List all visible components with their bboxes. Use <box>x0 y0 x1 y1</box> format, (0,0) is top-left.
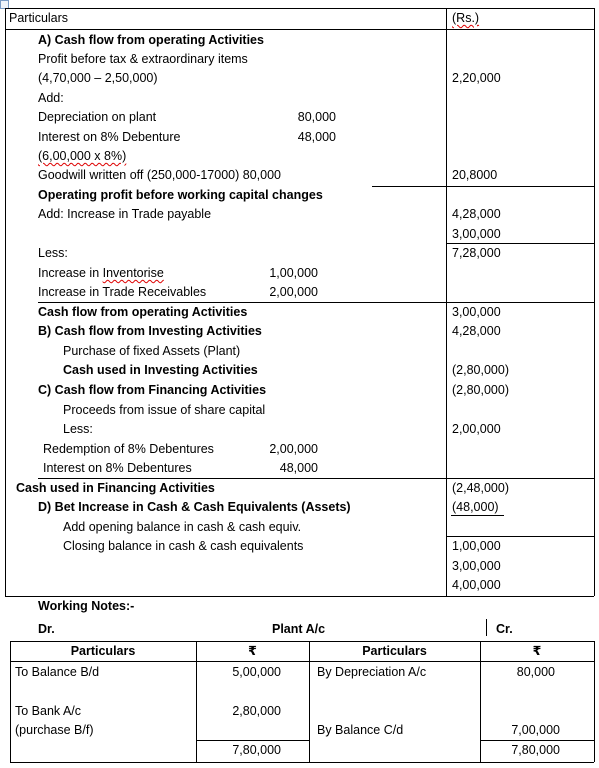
receivables-amount: 2,00,000 <box>269 285 318 299</box>
redemption-label: Redemption of 8% Debentures <box>43 442 214 456</box>
proceeds-amount: 2,00,000 <box>452 422 501 436</box>
debenture-interest-label: Interest on 8% Debentures <box>43 461 192 475</box>
subtotal-amount: 7,28,000 <box>452 246 501 260</box>
investing-net-amount: (2,80,000) <box>452 383 509 397</box>
balance-cd-label: By Balance C/d <box>317 723 404 737</box>
debenture-interest-amount: 48,000 <box>279 461 318 475</box>
working-notes-title: Working Notes:- <box>38 599 135 613</box>
purchase-amount: (2,80,000) <box>452 363 509 377</box>
closing-amount-2: 3,00,000 <box>452 559 501 573</box>
cr-bar <box>486 619 487 636</box>
financing-net-amount: (2,48,000) <box>452 481 509 495</box>
financing-net-label: Cash used in Financing Activities <box>16 481 215 495</box>
goodwill-total: 20,8000 <box>452 168 498 182</box>
section-c-title: C) Cash flow from Financing Activities <box>38 383 267 397</box>
profit-calc: (4,70,000 – 2,50,000) <box>38 71 158 85</box>
balance-cd-amount: 7,00,000 <box>511 723 560 737</box>
inventory-label-word: Inventorise <box>102 266 164 280</box>
redemption-amount: 2,00,000 <box>269 442 318 456</box>
interest-calc: (6,00,000 x 8%) <box>38 149 127 163</box>
balance-bd-label: To Balance B/d <box>15 665 100 679</box>
receivables-label: Increase in Trade Receivables <box>38 285 207 299</box>
depreciation-label: Depreciation on plant <box>38 110 157 124</box>
depreciation-account-label: By Depreciation A/c <box>317 665 427 679</box>
interest-amount: 48,000 <box>297 130 336 144</box>
less-label: Less: <box>38 246 68 260</box>
less-total: 3,00,000 <box>452 305 501 319</box>
total-right: 7,80,000 <box>511 743 560 757</box>
plant-account-title: Plant A/c <box>272 622 326 636</box>
inventory-amount: 1,00,000 <box>269 266 318 280</box>
payable-amount: 3,00,000 <box>452 227 501 241</box>
particulars-header: Particulars <box>9 11 69 25</box>
depreciation-amount: 80,000 <box>297 110 336 124</box>
total-left: 7,80,000 <box>232 743 281 757</box>
section-d-title: D) Bet Increase in Cash & Cash Equivalents (Assets) <box>38 500 351 514</box>
opening-label: Add opening balance in cash & cash equiv. <box>63 520 302 534</box>
depreciation-account-amount: 80,000 <box>516 665 555 679</box>
financing-less-label: Less: <box>63 422 93 436</box>
inventory-label-prefix: Increase in <box>38 266 103 280</box>
section-b-title: B) Cash flow from Investing Activities <box>38 324 262 338</box>
investing-net-label: Cash used in Investing Activities <box>63 363 258 377</box>
op-profit-label: Operating profit before working capital changes <box>38 188 323 202</box>
right-particulars-header: Particulars <box>362 644 427 658</box>
bank-label: To Bank A/c <box>15 704 82 718</box>
cr-label: Cr. <box>496 622 513 636</box>
bank-amount: 2,80,000 <box>232 704 281 718</box>
amount-header: (Rs.) <box>452 11 480 25</box>
section-a-title: A) Cash flow from operating Activities <box>38 33 264 47</box>
dr-label: Dr. <box>38 622 55 636</box>
purchase-label: Purchase of fixed Assets (Plant) <box>63 344 241 358</box>
goodwill-label: Goodwill written off (250,000-17000) 80,000 <box>38 168 281 182</box>
left-currency-header: ₹ <box>248 644 257 658</box>
op-profit-amount: 4,28,000 <box>452 207 501 221</box>
closing-amount-1: 1,00,000 <box>452 539 501 553</box>
left-particulars-header: Particulars <box>70 644 136 658</box>
operating-net-label: Cash flow from operating Activities <box>38 305 248 319</box>
inventory-label <box>38 265 164 281</box>
bank-sub-label: (purchase B/f) <box>15 723 94 737</box>
right-currency-header: ₹ <box>532 644 542 658</box>
net-amount-underline <box>451 515 504 516</box>
section-d-net-amount: (48,000) <box>452 500 499 514</box>
closing-label: Closing balance in cash & cash equivalents <box>63 539 304 553</box>
closing-amount-3: 4,00,000 <box>452 578 501 592</box>
add-label: Add: <box>38 91 64 105</box>
interest-label: Interest on 8% Debenture <box>38 130 181 144</box>
balance-bd-amount: 5,00,000 <box>232 665 281 679</box>
increase-payable-label: Add: Increase in Trade payable <box>38 207 212 221</box>
profit-label: Profit before tax & extraordinary items <box>38 52 248 66</box>
profit-amount: 2,20,000 <box>452 71 501 85</box>
operating-net-amount: 4,28,000 <box>452 324 501 338</box>
proceeds-label: Proceeds from issue of share capital <box>63 403 266 417</box>
